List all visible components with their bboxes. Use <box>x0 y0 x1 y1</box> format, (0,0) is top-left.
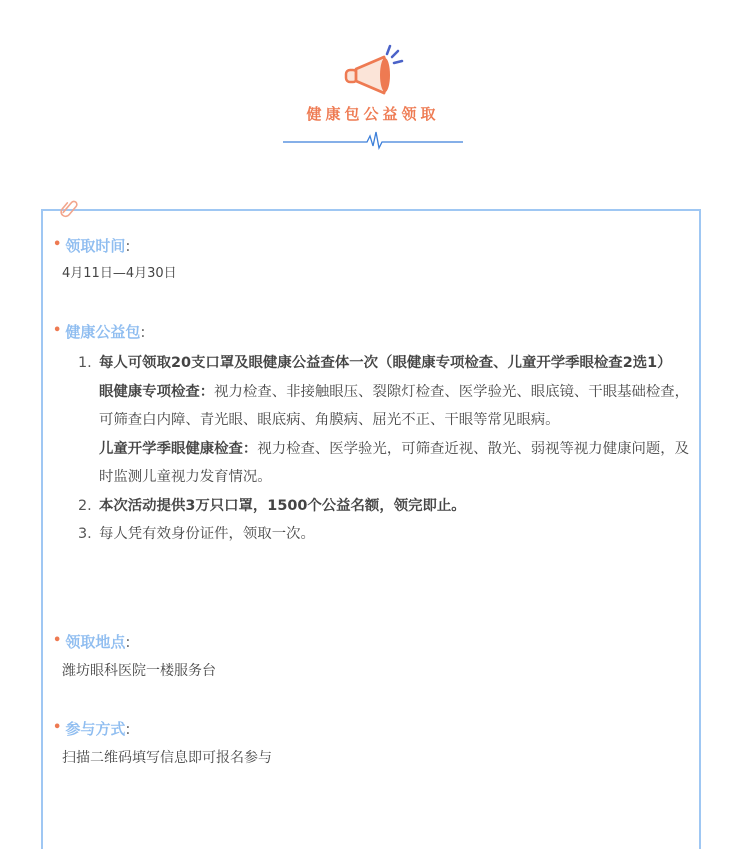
bullet-dot: • <box>53 720 62 735</box>
list-item <box>78 492 690 521</box>
sub-text: 视力检查、医学验光，可筛查近视、散光、弱视等视力健康问题，及时监测儿童视力发育情况。 <box>99 440 690 485</box>
section-heading-time <box>53 236 130 258</box>
sub-label: 眼健康专项检查： <box>99 383 215 400</box>
section-heading-location <box>53 632 130 654</box>
time-value: 4月11日—4月30日 <box>62 266 177 281</box>
colon: : <box>140 323 146 341</box>
section-heading-package <box>53 322 145 344</box>
section-label: 领取时间 <box>65 237 126 255</box>
page-title: 健康包公益领取 <box>306 105 440 123</box>
colon: : <box>125 720 131 738</box>
colon: : <box>125 237 131 255</box>
paperclip-icon <box>58 197 82 221</box>
list-number: 1. <box>78 355 92 371</box>
list-item <box>78 349 690 492</box>
location-value: 潍坊眼科医院一楼服务台 <box>62 663 216 679</box>
list-item <box>78 520 690 549</box>
bullet-dot: • <box>53 237 62 252</box>
bullet-dot: • <box>53 323 62 338</box>
header <box>0 0 746 160</box>
list-item-sub <box>99 435 690 492</box>
section-label: 领取地点 <box>65 633 126 651</box>
section-heading-method <box>53 719 130 741</box>
section-label: 健康公益包 <box>65 323 141 341</box>
bullet-dot: • <box>53 633 62 648</box>
section-label: 参与方式 <box>65 720 126 738</box>
sub-label: 儿童开学季眼健康检查： <box>99 440 258 457</box>
method-value: 扫描二维码填写信息即可报名参与 <box>62 750 272 766</box>
package-list <box>78 349 690 549</box>
list-item-main: 本次活动提供3万只口罩，1500个公益名额，领完即止。 <box>99 497 466 514</box>
list-number: 3. <box>78 526 92 542</box>
list-item-main: 每人可领取20支口罩及眼健康公益查体一次（眼健康专项检查、儿童开学季眼检查2选1） <box>99 355 672 371</box>
heartbeat-divider-icon <box>283 130 463 150</box>
list-number: 2. <box>78 497 92 514</box>
list-item-main: 每人凭有效身份证件，领取一次。 <box>99 526 315 542</box>
list-item-sub <box>99 378 690 435</box>
megaphone-icon <box>340 42 406 98</box>
colon: : <box>125 633 131 651</box>
sub-text: 视力检查、非接触眼压、裂隙灯检查、医学验光、眼底镜、干眼基础检查，可筛查白内障、青光眼、眼底病、角膜病、屈光不正、干眼等常见眼病。 <box>99 383 690 428</box>
